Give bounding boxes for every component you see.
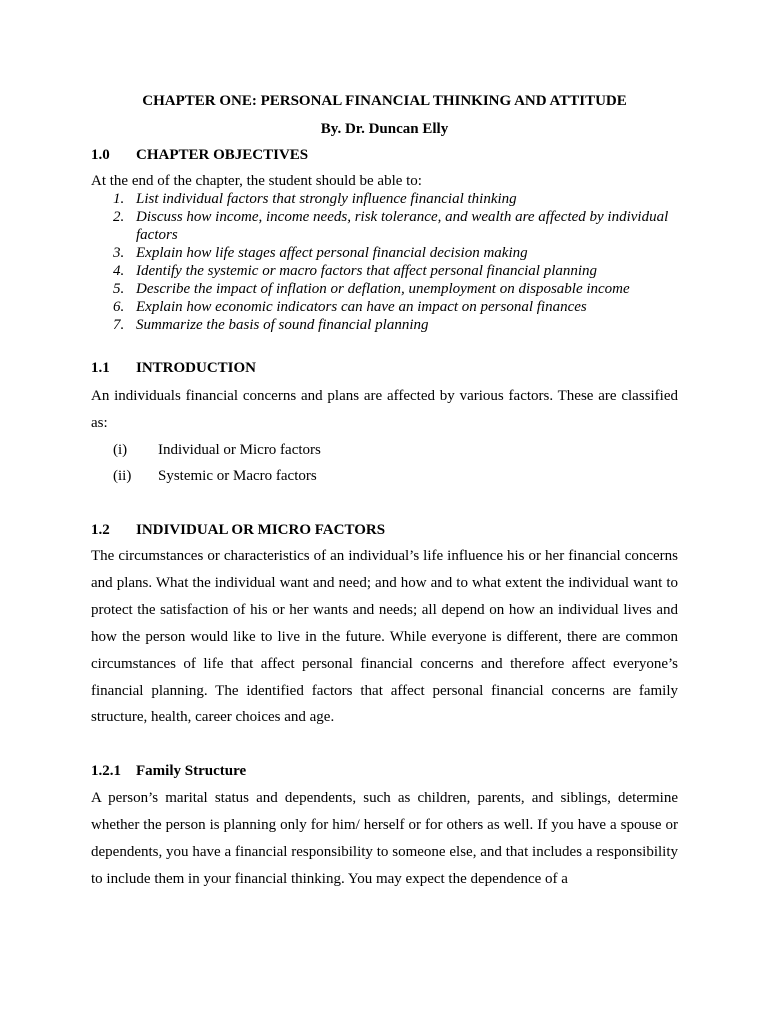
objective-item: 3. Explain how life stages affect personal financial decision making (113, 245, 528, 261)
objective-item: 6. Explain how economic indicators can have an impact on personal finances (113, 299, 587, 315)
introduction-paragraph: An individuals financial concerns and plans are affected by various factors. These are classified as: (91, 388, 678, 431)
section-number: 1.2.1 (91, 763, 121, 779)
section-title: INDIVIDUAL OR MICRO FACTORS (136, 522, 386, 538)
objective-item: 4. Identify the systemic or macro factors that affect personal financial planning (113, 263, 598, 279)
section-number: 1.2 (91, 522, 110, 538)
author-line: By. Dr. Duncan Elly (320, 121, 449, 137)
micro-factors-paragraph: The circumstances or characteristics of an individual’s life influence his or her financial concerns and plans. What the individual want and need; and how and to what extent the individual want to protect the satisfaction of his or her wants and needs; all depend on how an individual lives and how the person would like to live in the future. While everyone is different, there are common circumstances of life that affect personal financial concerns and therefore affect everyone’s financial planning. The identified factors that affect personal financial concerns are family structure, health, career choices and age. (91, 548, 678, 726)
objective-item: 1. List individual factors that strongly influence financial thinking (113, 191, 517, 207)
section-title: CHAPTER OBJECTIVES (136, 147, 309, 163)
objectives-intro: At the end of the chapter, the student should be able to: (91, 173, 422, 189)
family-structure-paragraph: A person’s marital status and dependents, such as children, parents, and siblings, determine whether the person is planning only for him/ herself or for others as well. If you have a spouse or dependents, you have a financial responsibility to someone else, and that includes a responsibility to include them in your financial thinking. You may expect the dependence of a (91, 790, 678, 887)
section-title: Family Structure (136, 763, 247, 779)
objective-item: 7. Summarize the basis of sound financial planning (113, 317, 429, 333)
objective-item: 2. Discuss how income, income needs, risk tolerance, and wealth are affected by individual factors (113, 209, 669, 243)
chapter-title: CHAPTER ONE: PERSONAL FINANCIAL THINKING AND ATTITUDE (142, 93, 627, 109)
section-number: 1.0 (91, 147, 110, 163)
section-number: 1.1 (91, 360, 110, 376)
section-title: INTRODUCTION (136, 360, 257, 376)
objectives-list (91, 190, 691, 334)
objective-item: 5. Describe the impact of inflation or deflation, unemployment on disposable income (113, 281, 630, 297)
